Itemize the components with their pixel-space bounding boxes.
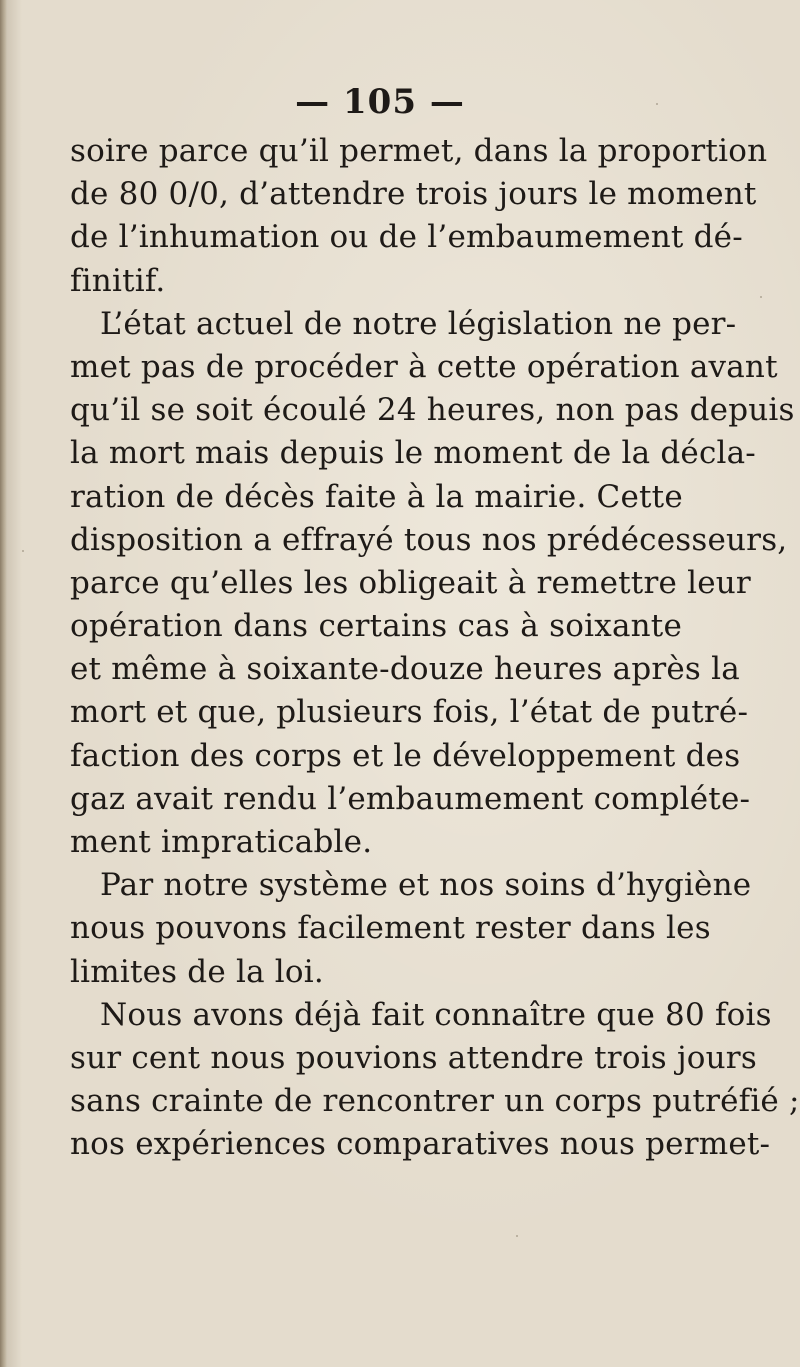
paper-speck bbox=[760, 296, 762, 298]
text-line: de l’inhumation ou de l’embaumement dé- bbox=[70, 219, 743, 256]
text-line: la mort mais depuis le moment de la décla- bbox=[70, 435, 756, 472]
text-line: Nous avons déjà fait connaître que 80 fois bbox=[100, 996, 772, 1033]
paper-speck bbox=[516, 1235, 518, 1237]
page-binding-edge bbox=[0, 0, 7, 1367]
text-line: met pas de procéder à cette opération avant bbox=[70, 348, 778, 385]
text-line: ration de décès faite à la mairie. Cette bbox=[70, 478, 683, 515]
text-line: soire parce qu’il permet, dans la proportion bbox=[70, 133, 768, 169]
text-line: limites de la loi. bbox=[70, 953, 324, 990]
text-line: sur cent nous pouvions attendre trois jours bbox=[70, 1039, 757, 1076]
text-line: gaz avait rendu l’embaumement compléte- bbox=[70, 780, 751, 817]
text-line: ment impraticable. bbox=[70, 824, 373, 860]
text-line: finitif. bbox=[70, 262, 166, 299]
body-text bbox=[70, 130, 800, 1167]
text-line: Par notre système et nos soins d’hygiène bbox=[100, 867, 752, 904]
text-line: disposition a effrayé tous nos prédécesseurs, bbox=[70, 521, 788, 558]
text-line: et même à soixante-douze heures après la bbox=[70, 651, 740, 688]
text-line: L’état actuel de notre législation ne per- bbox=[100, 305, 737, 342]
text-line: nous pouvons facilement rester dans les bbox=[70, 910, 711, 947]
text-line: opération dans certains cas à soixante bbox=[70, 608, 682, 645]
paper-speck bbox=[22, 550, 24, 552]
text-line: sans crainte de rencontrer un corps putréfié ; bbox=[70, 1083, 800, 1120]
page-number: — 105 — bbox=[295, 82, 465, 122]
text-line: faction des corps et le développement des bbox=[70, 737, 741, 774]
text-line: qu’il se soit écoulé 24 heures, non pas depuis bbox=[70, 392, 795, 429]
text-line: parce qu’elles les obligeait à remettre leur bbox=[70, 564, 751, 601]
text-line: de 80 0/0, d’attendre trois jours le moment bbox=[70, 176, 757, 213]
text-line: mort et que, plusieurs fois, l’état de putré- bbox=[70, 694, 749, 731]
paper-speck bbox=[656, 103, 658, 105]
text-line: nos expériences comparatives nous permet- bbox=[70, 1126, 771, 1163]
